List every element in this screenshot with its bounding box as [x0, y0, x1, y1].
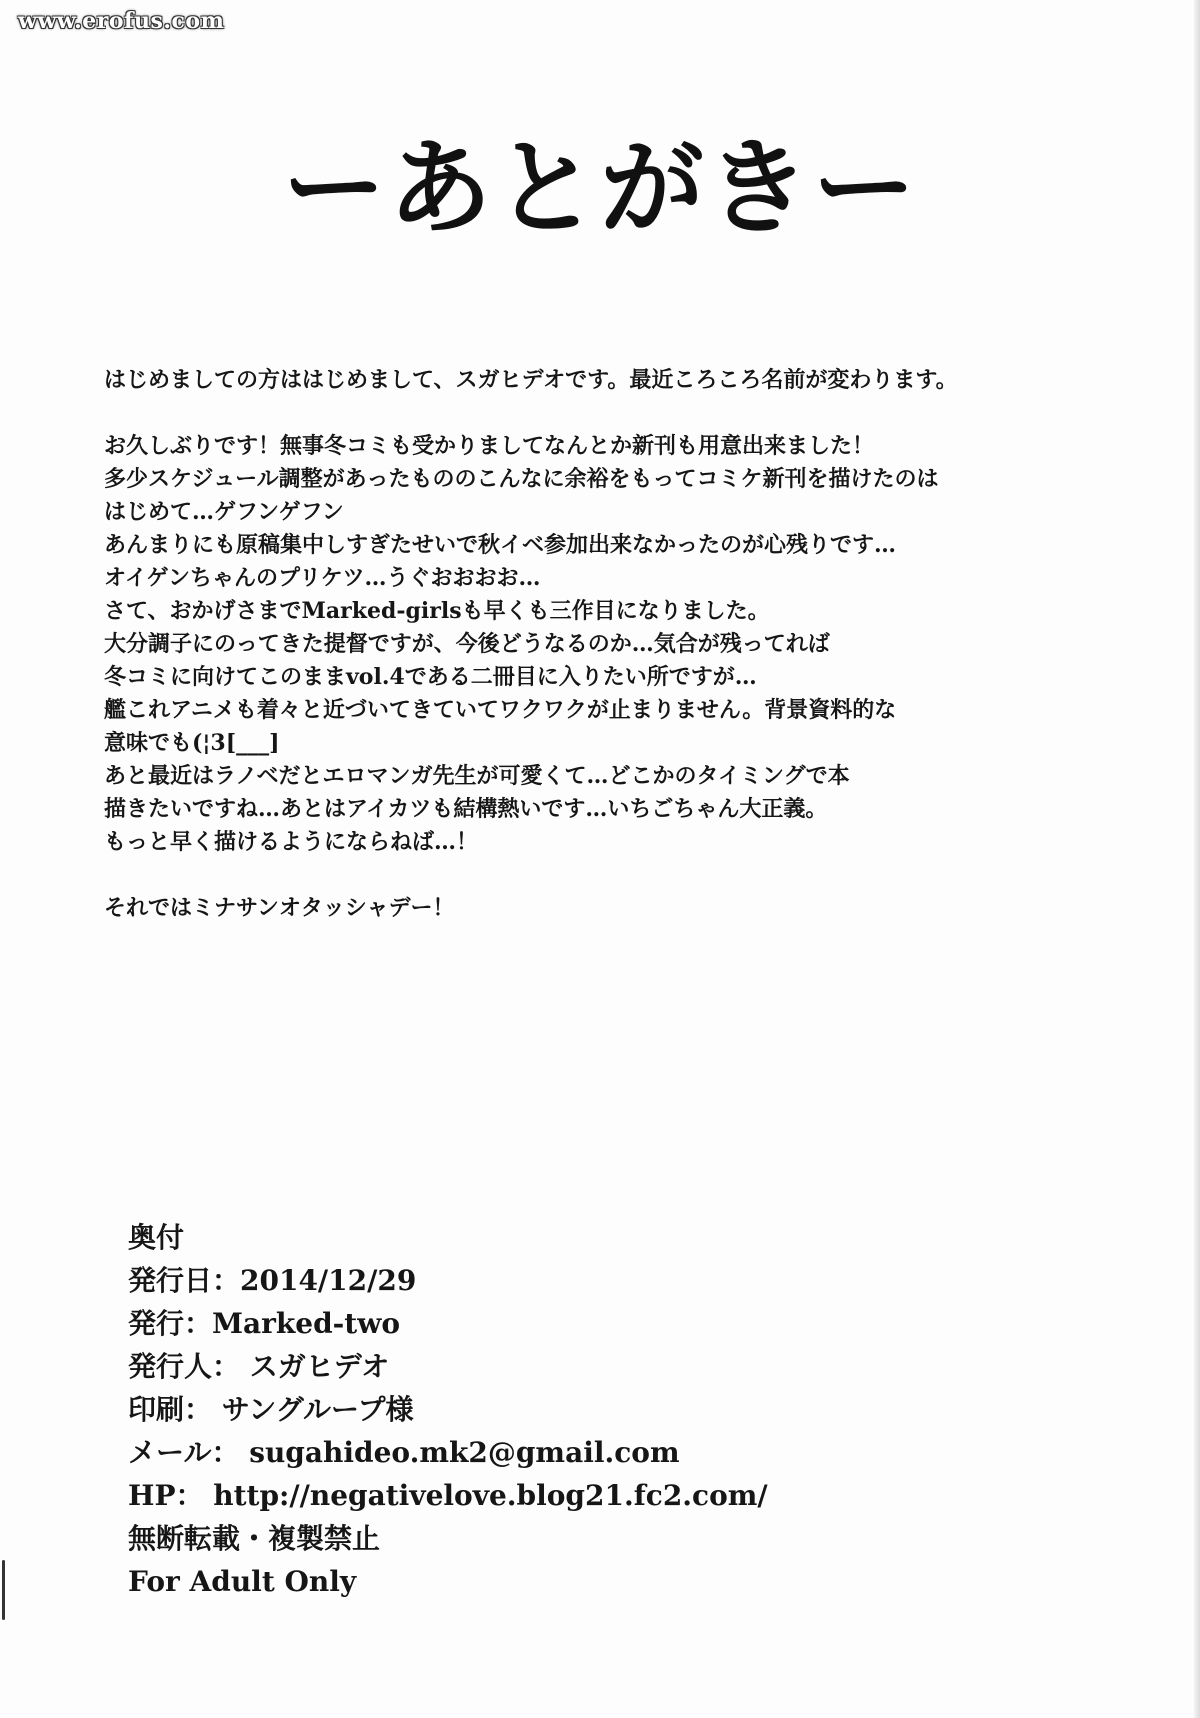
text-line: 描きたいですね…あとはアイカツも結構熱いです…いちごちゃん大正義。: [104, 796, 828, 822]
text-line: もっと早く描けるようにならねば…！: [104, 829, 479, 855]
homepage-url: HP： http://negativelove.blog21.fc2.com/: [128, 1479, 768, 1512]
paragraph-gap: [104, 859, 1024, 892]
afterword-text: [104, 364, 1024, 925]
issuer: 発行人： スガヒデオ: [128, 1350, 390, 1383]
text-line: 多少スケジュール調整があったもののこんなに余裕をもってコミケ新刊を描けたのは: [104, 466, 939, 492]
paragraph-gap: [104, 397, 1024, 430]
contact-mail: メール： sugahideo.mk2@gmail.com: [128, 1436, 680, 1469]
printer: 印刷： サングループ様: [128, 1393, 414, 1426]
copyright-notice: 無断転載・複製禁止: [128, 1522, 381, 1555]
issue-date: 発行日：2014/12/29: [128, 1264, 417, 1297]
text-line: あんまりにも原稿集中しすぎたせいで秋イベ参加出来なかったのが心残りです…: [104, 532, 897, 558]
publisher: 発行：Marked-two: [128, 1307, 401, 1340]
text-line: オイゲンちゃんのプリケツ…うぐおおおお…: [104, 565, 541, 591]
adult-notice: For Adult Only: [128, 1565, 357, 1598]
text-line: 艦これアニメも着々と近づいてきていてワクワクが止まりません。背景資料的な: [104, 697, 897, 723]
text-line: あと最近はラノベだとエロマンガ先生が可愛くて…どこかのタイミングで本: [104, 763, 850, 789]
binding-mark: [2, 1560, 5, 1620]
text-line: はじめて…ゲフンゲフン: [104, 499, 344, 525]
watermark: www.erofus.com: [18, 8, 225, 34]
text-line: さて、おかげさまでMarked-girlsも早くも三作目になりました。: [104, 598, 770, 624]
page-edge: [1194, 0, 1200, 1718]
text-line: 大分調子にのってきた提督ですが、今後どうなるのか…気合が残ってれば: [104, 631, 830, 657]
paragraph-intro: はじめましての方ははじめまして、スガヒデオです。最近ころころ名前が変わります。: [104, 367, 958, 393]
page-title: ーあとがきー: [281, 127, 918, 249]
text-line: お久しぶりです！無事冬コミも受かりましてなんとか新刊も用意出来ました！: [104, 433, 875, 459]
text-line: 意味でも(¦3[___]: [104, 730, 280, 756]
paragraph-closing: それではミナサンオタッシャデー！: [104, 895, 455, 921]
text-line: 冬コミに向けてこのままvol.4である二冊目に入りたい所ですが…: [104, 664, 757, 690]
colophon: [128, 1216, 1028, 1603]
colophon-title: 奥付: [128, 1221, 185, 1254]
